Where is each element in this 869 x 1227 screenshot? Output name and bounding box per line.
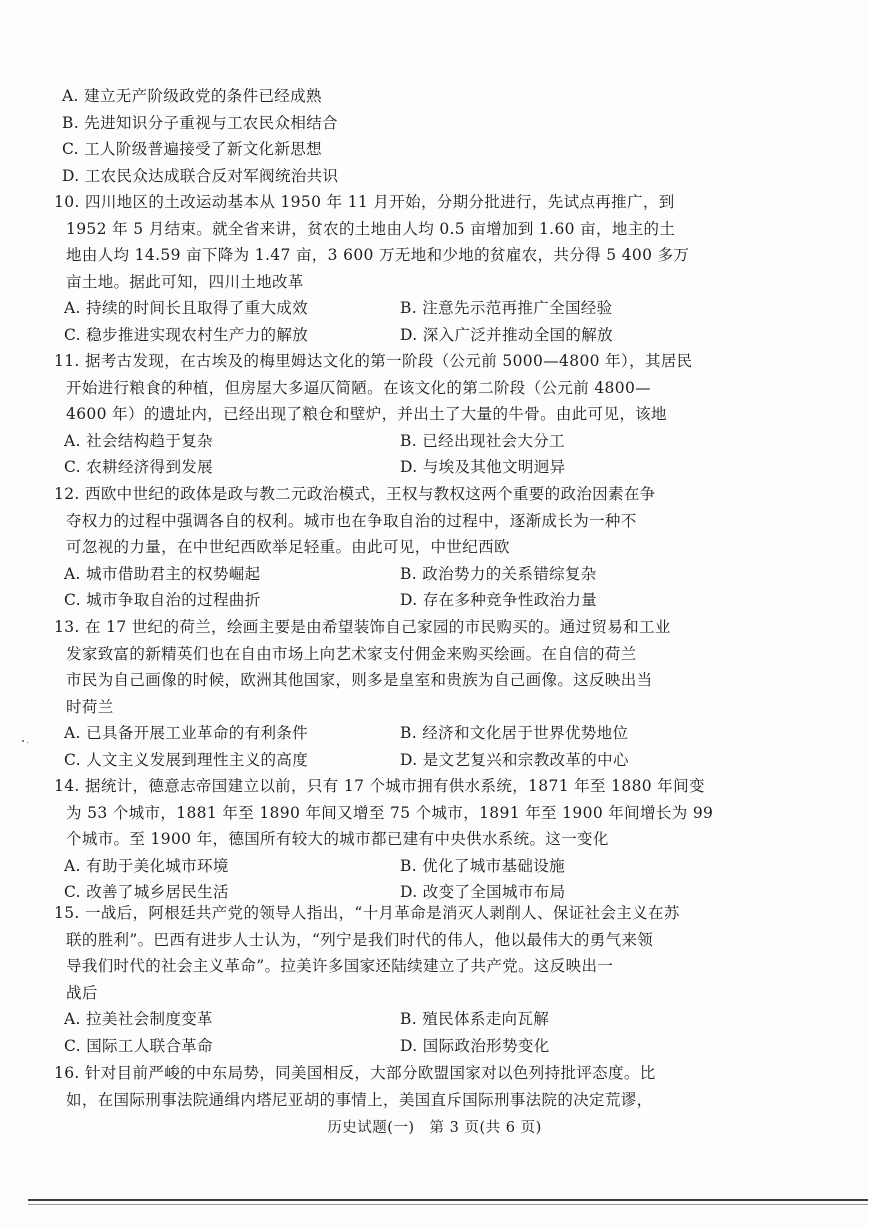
option-c: C. 工人阶级普遍接受了新文化新思想 xyxy=(62,140,322,158)
option-d: D. 工农民众达成联合反对军阀统治共识 xyxy=(62,166,339,185)
question-stem-line: 如，在国际刑事法院通缉内塔尼亚胡的事情上，美国直斥国际刑事法院的决定荒谬， xyxy=(66,1090,653,1109)
scan-speck xyxy=(22,740,24,742)
option-d: D. 是文艺复兴和宗教改革的中心 xyxy=(400,750,629,769)
option-b: B. 殖民体系走向瓦解 xyxy=(400,1010,550,1028)
question-stem-line: 13. 在 17 世纪的荷兰，绘画主要是由希望装饰自己家园的市民购买的。通过贸易和工业 xyxy=(54,618,671,636)
option-a: A. 建立无产阶级政党的条件已经成熟 xyxy=(62,87,322,105)
question-stem-line: 11. 据考古发现，在古埃及的梅里姆达文化的第一阶段（公元前 5000—4800 年），其居民 xyxy=(54,352,693,370)
question-14 xyxy=(54,773,714,906)
question-stem-line: 10. 四川地区的土改运动基本从 1950 年 11 月开始，分期分批进行，先试点再推广，到 xyxy=(54,193,675,211)
question-stem-line: 联的胜利”。巴西有进步人士认为，“列宁是我们时代的伟人，他以最伟大的勇气来领 xyxy=(66,930,654,949)
option-a: A. 拉美社会制度变革 xyxy=(64,1010,213,1028)
option-c: C. 人文主义发展到理性主义的高度 xyxy=(64,750,309,769)
question-12 xyxy=(54,481,714,614)
scan-edge-line xyxy=(28,1204,868,1205)
options-row xyxy=(54,561,714,588)
option-a: A. 持续的时间长且取得了重大成效 xyxy=(64,299,308,317)
option-d: D. 存在多种竞争性政治力量 xyxy=(400,591,598,609)
question-stem-line: 夺权力的过程中强调各自的权利。城市也在争取自治的过程中，逐渐成长为一种不 xyxy=(66,511,637,530)
options-row xyxy=(54,587,714,614)
option-c: C. 改善了城乡居民生活 xyxy=(64,883,229,901)
option-d: D. 深入广泛并推动全国的解放 xyxy=(400,325,613,344)
option-d: D. 国际政治形势变化 xyxy=(400,1036,550,1055)
options-row xyxy=(54,428,714,455)
question-stem-line: 为 53 个城市，1881 年至 1890 年间又增至 75 个城市，1891 年至 1900 年间增长为 99 xyxy=(66,803,714,822)
question-13 xyxy=(54,614,714,773)
question-stem-line: 战后 xyxy=(66,983,98,1002)
scan-speck xyxy=(27,742,28,743)
option-a: A. 有助于美化城市环境 xyxy=(64,856,229,875)
question-stem-line: 市民为自己画像的时候，欧洲其他国家，则多是皇室和贵族为自己画像。这反映出当 xyxy=(66,671,653,689)
question-stem-line: 16. 针对目前严峻的中东局势，同美国相反，大部分欧盟国家对以色列持批评态度。比 xyxy=(54,1064,656,1082)
option-b: B. 先进知识分子重视与工农民众相结合 xyxy=(62,113,338,132)
question-stem-line: 12. 西欧中世纪的政体是政与教二元政治模式，王权与教权这两个重要的政治因素在争 xyxy=(54,485,656,503)
options-row xyxy=(54,322,714,349)
question-stem-line: 4600 年）的遗址内，已经出现了粮仓和壁炉，并出土了大量的牛骨。由此可见，该地 xyxy=(66,405,667,423)
question-stem-line: 导我们时代的社会主义革命”。拉美许多国家还陆续建立了共产党。这反映出一 xyxy=(66,957,614,975)
options-row xyxy=(54,853,714,880)
option-b: B. 经济和文化居于世界优势地位 xyxy=(400,724,629,742)
option-b: B. 已经出现社会大分工 xyxy=(400,431,565,450)
page-footer: 历史试题(一) 第 3 页(共 6 页) xyxy=(327,1120,542,1136)
option-c: C. 稳步推进实现农村生产力的解放 xyxy=(64,325,309,344)
question-16 xyxy=(54,1060,714,1113)
option-d: D. 与埃及其他文明迥异 xyxy=(400,458,566,476)
options-row xyxy=(54,1033,714,1060)
question-stem-line: 1952 年 5 月结束。就全省来讲，贫农的土地由人均 0.5 亩增加到 1.60 亩，地主的土 xyxy=(66,219,676,238)
option-c: C. 国际工人联合革命 xyxy=(64,1036,214,1055)
option-c: C. 城市争取自治的过程曲折 xyxy=(64,591,261,609)
option-b: B. 优化了城市基础设施 xyxy=(400,856,565,875)
question-stem-line: 开始进行粮食的种植，但房屋大多逼仄简陋。在该文化的第二阶段（公元前 4800— xyxy=(66,378,652,397)
question-stem-line: 时荷兰 xyxy=(66,697,114,716)
option-c: C. 农耕经济得到发展 xyxy=(64,458,214,476)
question-stem-line: 亩土地。据此可知，四川土地改革 xyxy=(66,272,304,291)
options-row xyxy=(54,295,714,322)
question-stem-line: 个城市。至 1900 年，德国所有较大的城市都已建有中央供水系统。这一变化 xyxy=(66,830,609,848)
question-10 xyxy=(54,189,714,348)
option-a: A. 城市借助君主的权势崛起 xyxy=(64,564,261,583)
question-stem-line: 14. 据统计，德意志帝国建立以前，只有 17 个城市拥有供水系统，1871 年至 1880 年间变 xyxy=(54,777,705,795)
option-b: B. 注意先示范再推广全国经验 xyxy=(400,299,613,317)
options-row xyxy=(54,1006,714,1033)
question-stem-line: 发家致富的新精英们也在自由市场上向艺术家支付佣金来购买绘画。在自信的荷兰 xyxy=(66,644,637,663)
question-15 xyxy=(54,900,714,1059)
question-stem-line: 地由人均 14.59 亩下降为 1.47 亩，3 600 万无地和少地的贫雇农，共分得 5 400 多万 xyxy=(66,246,690,264)
option-a: A. 已具备开展工业革命的有利条件 xyxy=(64,724,308,742)
option-d: D. 改变了全国城市布局 xyxy=(400,883,566,901)
scan-edge-line xyxy=(28,1199,868,1201)
options-row xyxy=(54,720,714,747)
question-11 xyxy=(54,348,714,481)
options-row xyxy=(54,747,714,774)
question-stem-line: 15. 一战后，阿根廷共产党的领导人指出，“十月革命是消灭人剥削人、保证社会主义在苏 xyxy=(54,904,680,922)
option-a: A. 社会结构趋于复杂 xyxy=(64,431,213,450)
options-row xyxy=(54,454,714,481)
question-9-options xyxy=(62,83,722,189)
option-b: B. 政治势力的关系错综复杂 xyxy=(400,564,597,583)
question-stem-line: 可忽视的力量，在中世纪西欧举足轻重。由此可见，中世纪西欧 xyxy=(66,538,510,556)
